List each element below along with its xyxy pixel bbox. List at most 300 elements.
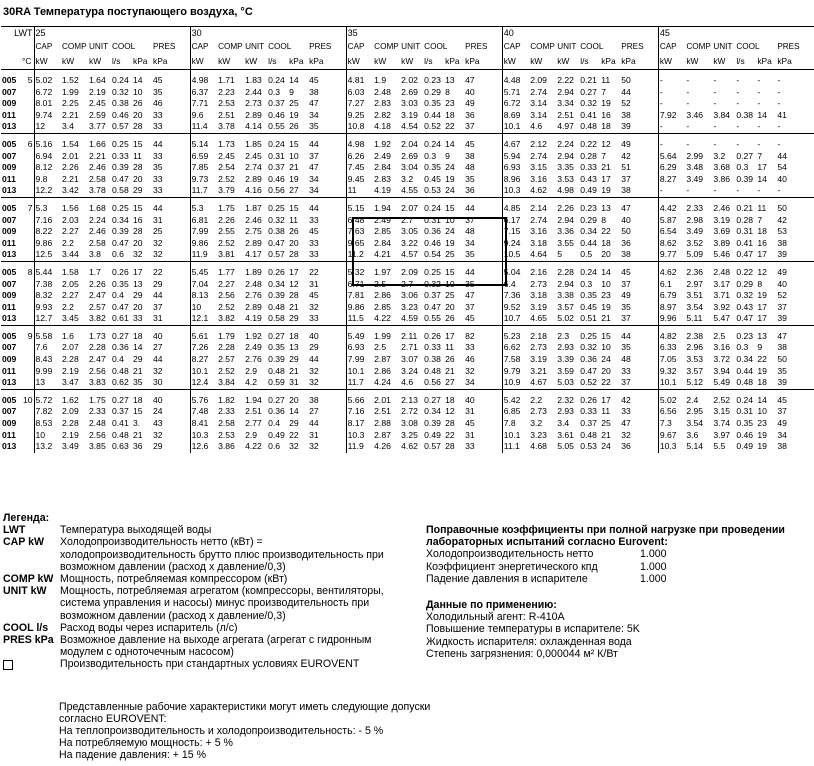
table-cell: 0.29	[580, 214, 597, 225]
table-cell: 30	[153, 377, 163, 388]
col-header: CAP	[190, 40, 217, 54]
table-cell: 14	[445, 138, 455, 149]
table-cell: 0.58	[112, 185, 129, 196]
table-cell: 2.28	[62, 418, 79, 429]
table-cell: 2.74	[530, 86, 547, 97]
table-cell: 2.2	[62, 237, 74, 248]
table-cell: 2.83	[374, 98, 391, 109]
table-cell: 2.45	[89, 98, 106, 109]
col-header: COOL	[112, 42, 136, 52]
table-cell: 2.52	[218, 365, 235, 376]
table-cell: 2.84	[374, 162, 391, 173]
table-cell: 1.73	[89, 330, 106, 341]
table-cell: 27	[289, 185, 299, 196]
table-cell: 2.36	[686, 266, 704, 277]
table-cell: 2.76	[245, 290, 262, 301]
table-cell: 2.77	[245, 418, 262, 429]
table-cell: 40	[309, 330, 319, 341]
table-cell: 12.7	[34, 313, 61, 325]
table-cell: 20	[133, 173, 143, 184]
unit-header: kW	[190, 54, 217, 70]
table-cell: 53	[777, 226, 787, 237]
table-cell: 2.56	[89, 365, 106, 376]
table-cell: 33	[153, 109, 163, 120]
table-cell: 8.69	[502, 110, 529, 122]
col-header: UNIT	[401, 42, 421, 52]
table-cell: 9.73	[190, 174, 217, 186]
lwt-value	[21, 110, 34, 122]
table-cell: 10	[34, 430, 61, 442]
table-cell: 4.48	[502, 75, 529, 87]
table-cell: 6.29	[658, 162, 685, 174]
application-line: Холодильный агент: R-410A	[426, 611, 565, 624]
table-cell: 23	[757, 418, 767, 429]
table-cell: 7	[601, 86, 607, 97]
legend-item	[3, 524, 393, 536]
table-cell: 11	[601, 75, 611, 85]
table-cell: 38	[621, 109, 631, 120]
table-cell: 15	[289, 202, 299, 213]
table-cell: 2.95	[686, 406, 704, 417]
table-cell: 4.17	[245, 249, 262, 260]
table-cell: 0.35	[268, 342, 285, 353]
table-cell: 0.33	[112, 150, 129, 161]
table-cell: 2.33	[89, 406, 106, 417]
table-cell: 26	[289, 121, 299, 132]
table-cell: 13	[445, 75, 455, 85]
col-header: CAP	[34, 40, 61, 54]
table-cell: 3.83	[89, 377, 106, 388]
table-cell: 25	[289, 98, 299, 109]
table-cell: 43	[153, 418, 163, 429]
table-cell: 26	[289, 226, 299, 237]
table-cell: 4.57	[401, 249, 418, 260]
table-cell: 0.21	[580, 75, 597, 85]
table-cell: 18	[445, 109, 455, 120]
table-cell: 15	[445, 266, 455, 277]
table-cell: 5.14	[686, 441, 704, 452]
table-cell: 2.46	[713, 202, 731, 213]
table-cell: 2.16	[530, 266, 547, 277]
table-cell: 0.33	[424, 342, 441, 353]
table-cell: 8.22	[34, 226, 61, 238]
temp-header-30: 30	[190, 27, 346, 41]
table-cell: 3.18	[530, 290, 547, 301]
table-cell: 2.93	[557, 406, 574, 417]
unit-header: kW	[61, 54, 88, 70]
table-cell: 0.57	[112, 121, 129, 132]
table-cell: 3.55	[557, 237, 574, 248]
table-cell: 34	[309, 109, 319, 120]
table-cell: 5.72	[34, 395, 61, 407]
table-cell: 2.26	[62, 162, 79, 173]
table-cell: 35	[133, 377, 143, 388]
table-cell: 4.68	[530, 441, 547, 452]
table-cell: 8.17	[346, 418, 373, 430]
table-cell: 0.47	[424, 301, 441, 312]
table-cell: 0.29	[736, 278, 754, 289]
lwt-value	[21, 98, 34, 110]
table-cell: 20	[133, 109, 143, 120]
model-label: 009	[2, 162, 17, 173]
table-cell: 0.26	[268, 266, 285, 277]
table-cell: 37	[621, 173, 631, 184]
table-cell: 6.72	[34, 87, 61, 99]
table-cell: 0.49	[424, 429, 441, 440]
model-label: 009	[2, 354, 17, 365]
unit-header: l/s	[735, 54, 756, 70]
table-cell: 40	[777, 173, 787, 184]
table-cell: 9.32	[658, 366, 685, 378]
table-cell: -	[777, 185, 781, 196]
table-cell: 2.57	[89, 301, 106, 312]
legend	[3, 512, 393, 674]
table-cell: 20	[133, 301, 143, 312]
unit-header: kW	[529, 54, 556, 70]
table-cell: 2.86	[374, 290, 391, 301]
table-cell: 0.21	[736, 202, 754, 213]
table-cell: -	[757, 138, 761, 149]
table-cell: 12	[601, 138, 611, 149]
table-cell: 2.09	[530, 75, 547, 85]
table-cell: 5.61	[190, 331, 217, 343]
table-cell: 11	[133, 150, 142, 161]
table-cell: 29	[309, 342, 319, 353]
table-cell: 7.3	[658, 418, 685, 430]
table-cell: 20	[601, 365, 611, 376]
table-cell: 4.98	[190, 75, 217, 87]
table-cell: 0.3	[424, 150, 437, 161]
table-cell: 2.24	[557, 138, 574, 149]
table-cell: 4.6	[401, 377, 414, 388]
table-cell: 0.34	[736, 354, 754, 365]
table-cell: 3.45	[62, 313, 79, 324]
model-label: 009	[2, 290, 17, 301]
table-cell: -	[658, 87, 685, 99]
table-cell: 2.94	[557, 150, 574, 161]
table-row	[1, 110, 814, 122]
table-cell: 19	[757, 429, 767, 440]
correction-name: Коэффициент энергетического кпд	[426, 560, 598, 573]
table-cell: 21	[289, 301, 299, 312]
table-cell: 0.31	[736, 226, 754, 237]
table-cell: 47	[309, 162, 319, 173]
table-cell: 2.21	[62, 173, 79, 184]
eurovent-highlight-frame	[352, 214, 507, 286]
table-cell: 0.4	[112, 290, 124, 301]
table-cell: 2.51	[557, 109, 574, 120]
table-cell: 33	[465, 342, 475, 353]
table-cell: 0.37	[580, 418, 597, 429]
table-cell: 2.47	[89, 290, 106, 301]
table-cell: 14	[757, 109, 767, 120]
table-cell: 2.48	[713, 266, 731, 277]
table-cell: 0.27	[736, 150, 754, 161]
table-cell: 2.26	[218, 214, 235, 225]
table-cell: 10	[601, 342, 611, 353]
table-cell: 22	[153, 266, 163, 277]
table-cell: 2.5	[374, 278, 387, 289]
table-cell: 0.35	[580, 290, 597, 301]
table-cell: 0.25	[268, 202, 285, 213]
table-cell: 32	[309, 365, 319, 376]
table-cell: 5.02	[34, 75, 61, 87]
legend-abbr: COOL l/s	[3, 621, 49, 634]
table-cell: 0.25	[424, 266, 441, 277]
table-cell: 10.1	[346, 366, 373, 378]
table-cell: -	[713, 121, 717, 132]
table-cell: 2.22	[557, 75, 574, 85]
table-cell: 3.8	[89, 249, 101, 260]
model-label: 013	[2, 121, 17, 132]
table-cell: -	[713, 98, 717, 109]
table-cell: 13	[289, 342, 299, 353]
table-cell: 22	[445, 429, 455, 440]
table-cell: 3.35	[557, 162, 574, 173]
unit-header: kPa	[288, 54, 308, 70]
table-cell: 19	[601, 301, 611, 312]
table-cell: 3.2	[530, 418, 543, 429]
table-cell: 3.81	[218, 249, 235, 260]
table-cell: -	[686, 121, 690, 132]
table-cell: 3.16	[530, 173, 547, 184]
table-cell: 7.04	[190, 279, 217, 291]
table-cell: 29	[153, 278, 163, 289]
table-cell: 4.54	[401, 121, 418, 132]
table-cell: 4.14	[245, 121, 262, 132]
table-cell: 14	[133, 342, 143, 353]
table-cell: 2.28	[89, 342, 106, 353]
table-cell: 2.59	[89, 109, 106, 120]
table-cell: 9.8	[34, 174, 61, 186]
table-cell: 0.6	[112, 249, 124, 260]
lwt-value	[21, 290, 34, 302]
table-cell: 5.04	[502, 267, 529, 279]
table-cell: 27	[445, 377, 455, 388]
table-cell: 3.23	[401, 301, 418, 312]
table-cell: 4.67	[502, 139, 529, 151]
table-cell: 19	[757, 441, 767, 452]
lwt-value: 6	[27, 138, 33, 149]
table-cell: 40	[777, 278, 787, 289]
table-cell: 9.77	[658, 249, 685, 261]
table-cell: 9.24	[502, 238, 529, 250]
table-cell: 3.59	[557, 365, 574, 376]
table-cell: -	[658, 185, 685, 197]
legend-abbr: CAP kW	[3, 536, 45, 549]
unit-header: kW	[556, 54, 579, 70]
table-cell: 4.59	[401, 313, 418, 324]
table-cell: 2.75	[245, 226, 262, 237]
table-cell: 19	[601, 98, 611, 109]
table-cell: 15	[445, 202, 455, 213]
table-cell: 10.3	[346, 430, 373, 442]
table-cell: 37	[621, 377, 631, 388]
table-cell: 0.35	[424, 98, 441, 109]
table-cell: 2.94	[557, 214, 574, 225]
correction-value: 1.000	[640, 548, 667, 561]
table-cell: 19	[445, 173, 455, 184]
table-cell: 8	[601, 214, 607, 225]
lwt-value	[21, 121, 34, 133]
lwt-value	[21, 185, 34, 197]
table-cell: 2.71	[401, 342, 418, 353]
unit-header: kPa	[152, 54, 190, 70]
table-cell: 0.34	[580, 226, 597, 237]
table-cell: -	[686, 185, 690, 196]
table-cell: 10	[289, 150, 299, 161]
legend-desc: Холодопроизводительность нетто (кВт) = холодопроизводительность брутто плюс производительность при возможном давлении (расход х давление/0,3)	[60, 536, 384, 573]
col-header: COMP	[374, 42, 399, 52]
table-cell: 0.44	[424, 109, 441, 120]
table-cell: 10	[445, 214, 455, 225]
table-cell: 2.9	[245, 429, 258, 440]
table-cell: 1.99	[374, 330, 391, 341]
table-cell: 32	[309, 441, 319, 452]
table-cell: 32	[133, 249, 143, 260]
table-cell: 0.46	[268, 173, 285, 184]
table-cell: 33	[153, 185, 163, 196]
table-cell: 0.46	[112, 109, 129, 120]
legend-item	[3, 622, 393, 634]
table-cell: 0.32	[112, 86, 129, 97]
table-cell: 1.64	[89, 75, 106, 85]
corrections-title: Поправочные коэффициенты при полной нагрузке при проведении лабораторных испытаний согласно Eurovent:	[426, 524, 785, 549]
table-cell: 5.11	[686, 313, 703, 324]
table-cell: 9.65	[346, 238, 373, 250]
table-cell: 22	[601, 226, 611, 237]
unit-header: kPa	[464, 54, 502, 70]
table-cell: 12.6	[190, 441, 217, 453]
model-label: 009	[2, 418, 17, 429]
table-cell: 0.39	[268, 354, 285, 365]
table-cell: 2.49	[374, 214, 391, 225]
table-cell: 0.3	[736, 342, 749, 353]
table-cell: 1.89	[245, 266, 262, 277]
legend-abbr: LWT	[3, 524, 26, 537]
table-cell: 2.74	[245, 162, 262, 173]
table-cell: 2.44	[245, 86, 262, 97]
table-cell: 0.55	[268, 121, 285, 132]
lwt-value	[21, 151, 34, 163]
table-cell: 0.32	[268, 214, 285, 225]
table-cell: 2.25	[62, 98, 79, 109]
table-cell: 2.14	[530, 202, 547, 213]
application-line: Жидкость испарителя: охлажденная вода	[426, 635, 632, 648]
table-cell: -	[777, 138, 781, 149]
table-cell: 12	[289, 278, 299, 289]
col-header: CAP	[658, 40, 685, 54]
table-cell: 35	[621, 301, 631, 312]
table-cell: 37	[153, 301, 163, 312]
table-cell: 13.2	[34, 441, 61, 453]
table-cell: 0.47	[112, 237, 129, 248]
table-cell: 2.45	[245, 150, 262, 161]
legend-desc: Мощность, потребляемая компрессором (кВт)	[60, 573, 288, 586]
table-cell: -	[777, 98, 781, 109]
table-cell: 37	[465, 301, 475, 312]
unit-header: kPa	[756, 54, 776, 70]
table-cell: 8.27	[190, 354, 217, 366]
table-cell: 3.34	[557, 98, 574, 109]
table-cell: -	[713, 75, 717, 85]
table-cell: 3.84	[218, 377, 235, 388]
table-cell: 4.62	[658, 267, 685, 279]
unit-header: kW	[712, 54, 735, 70]
table-cell: 26	[445, 313, 455, 324]
unit-header: kW	[658, 54, 685, 70]
table-cell: 0.61	[112, 313, 129, 324]
table-cell: 6.26	[346, 151, 373, 163]
table-cell: 3.08	[401, 418, 418, 429]
table-cell: 2.98	[686, 214, 704, 225]
table-cell: 0.3	[736, 162, 749, 173]
table-cell: 18	[757, 377, 767, 388]
table-cell: 3.89	[713, 237, 731, 248]
table-cell: 0.3	[268, 86, 281, 97]
table-cell: 3.54	[686, 301, 704, 312]
table-cell: 33	[465, 441, 475, 452]
table-cell: 3.14	[530, 109, 547, 120]
table-cell: 35	[309, 121, 319, 132]
table-cell: 2.21	[62, 109, 79, 120]
table-cell: 9.86	[190, 238, 217, 250]
table-cell: 52	[621, 98, 631, 109]
table-cell: 4.19	[374, 185, 391, 196]
table-cell: 2.46	[89, 226, 106, 237]
table-cell: 8	[757, 278, 763, 289]
table-cell: 44	[309, 418, 319, 429]
table-cell: 2.73	[530, 406, 547, 417]
col-header: COOL	[736, 42, 760, 52]
lwt-value: 5	[27, 75, 33, 85]
table-cell: 8.43	[34, 354, 61, 366]
table-cell: 7.8	[502, 418, 529, 430]
unit-header: kPa	[308, 54, 346, 70]
table-cell: 3.78	[89, 185, 106, 196]
table-cell: 8.13	[190, 290, 217, 302]
col-header	[288, 40, 308, 54]
table-cell: 3.68	[713, 162, 731, 173]
table-cell: 3.54	[686, 418, 704, 429]
table-cell: 48	[465, 162, 475, 173]
table-cell: 28	[133, 162, 143, 173]
table-cell: 44	[465, 266, 475, 277]
table-cell: 2.73	[530, 342, 547, 353]
table-cell: 3.23	[530, 429, 547, 440]
table-cell: 0.24	[424, 138, 441, 149]
table-cell: 14	[133, 75, 143, 85]
table-cell: 17	[601, 173, 611, 184]
table-cell: 49	[777, 266, 787, 277]
table-cell: 0.24	[268, 138, 285, 149]
table-cell: 0.24	[580, 266, 597, 277]
table-cell: 14	[757, 173, 767, 184]
table-cell: 5.76	[190, 395, 217, 407]
table-cell: -	[658, 139, 685, 151]
table-cell: 2.11	[401, 330, 418, 341]
table-cell: 15	[289, 138, 299, 149]
header-row-temps	[1, 27, 814, 41]
table-cell: -	[686, 98, 690, 109]
table-cell: 3.84	[713, 109, 731, 120]
unit-header: kW	[685, 54, 712, 70]
table-cell: -	[736, 121, 740, 132]
table-cell: 39	[777, 249, 787, 260]
table-cell: 32	[465, 365, 475, 376]
table-cell: 0.52	[580, 377, 597, 388]
table-cell: 5.71	[502, 87, 529, 99]
